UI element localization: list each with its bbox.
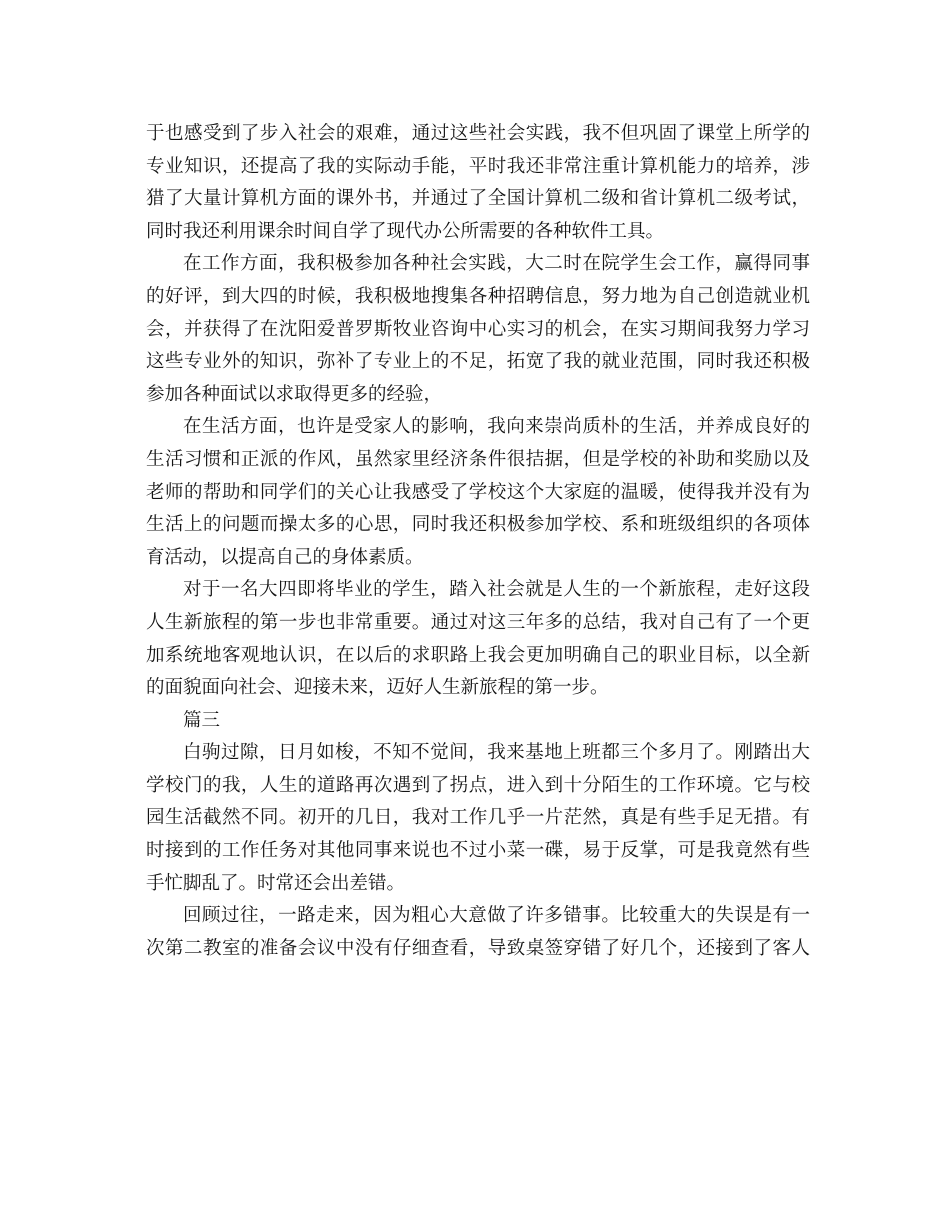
section-heading-text: 篇三 [183, 709, 221, 731]
text-line: 这些专业外的知识，弥补了专业上的不足，拓宽了我的就业范围，同时我还积极 [146, 351, 810, 373]
text-line: 在工作方面，我积极参加各种社会实践，大二时在院学生会工作，赢得同事 [183, 253, 810, 275]
text-line: 的面貌面向社会、迎接未来，迈好人生新旅程的第一步。 [146, 677, 609, 699]
paragraph-3 [146, 411, 810, 574]
text-line: 老师的帮助和同学们的关心让我感受了学校这个大家庭的温暖，使得我并没有为 [146, 481, 810, 503]
text-line: 园生活截然不同。初开的几日，我对工作几乎一片茫然，真是有些手足无措。有 [146, 807, 810, 829]
text-line: 手忙脚乱了。时常还会出差错。 [146, 872, 406, 894]
paragraph-4 [146, 574, 810, 704]
text-line: 的好评，到大四的时候，我积极地搜集各种招聘信息，努力地为自己创造就业机 [146, 285, 810, 307]
text-line: 加系统地客观地认识，在以后的求职路上我会更加明确自己的职业目标，以全新 [146, 644, 810, 666]
text-line: 会，并获得了在沈阳爱普罗斯牧业咨询中心实习的机会，在实习期间我努力学习 [146, 318, 810, 340]
text-line: 回顾过往，一路走来，因为粗心大意做了许多错事。比较重大的失误是有一 [183, 905, 810, 927]
text-line: 学校门的我，人生的道路再次遇到了拐点，进入到十分陌生的工作环境。它与校 [146, 774, 810, 796]
text-line: 育活动，以提高自己的身体素质。 [146, 546, 424, 568]
text-line: 同时我还利用课余时间自学了现代办公所需要的各种软件工具。 [146, 220, 665, 242]
text-line: 生活上的问题而操太多的心思，同时我还积极参加学校、系和班级组织的各项体 [146, 514, 810, 536]
text-line: 对于一名大四即将毕业的学生，踏入社会就是人生的一个新旅程，走好这段 [183, 579, 810, 601]
paragraph-1 [146, 118, 810, 248]
text-line: 猎了大量计算机方面的课外书，并通过了全国计算机二级和省计算机二级考试， [146, 188, 810, 210]
document-body [146, 118, 810, 965]
text-line: 时接到的工作任务对其他同事来说也不过小菜一碟，易于反掌，可是我竟然有些 [146, 840, 810, 862]
text-line: 在生活方面，也许是受家人的影响，我向来崇尚质朴的生活，并养成良好的 [183, 416, 810, 438]
paragraph-2 [146, 248, 810, 411]
text-line: 参加各种面试以求取得更多的经验， [146, 383, 443, 405]
text-line: 专业知识，还提高了我的实际动手能，平时我还非常注重计算机能力的培养，涉 [146, 155, 810, 177]
text-line: 生活习惯和正派的作风，虽然家里经济条件很拮据，但是学校的补助和奖励以及 [146, 448, 810, 470]
paragraph-6 [146, 900, 810, 965]
text-line: 人生新旅程的第一步也非常重要。通过对这三年多的总结，我对自己有了一个更 [146, 611, 810, 633]
text-line: 白驹过隙，日月如梭，不知不觉间，我来基地上班都三个多月了。刚踏出大 [183, 742, 810, 764]
text-line: 次第二教室的准备会议中没有仔细查看，导致桌签穿错了好几个，还接到了客人 [146, 937, 810, 959]
paragraph-5 [146, 737, 810, 900]
text-line: 于也感受到了步入社会的艰难，通过这些社会实践，我不但巩固了课堂上所学的 [146, 123, 810, 144]
section-heading [146, 705, 810, 738]
